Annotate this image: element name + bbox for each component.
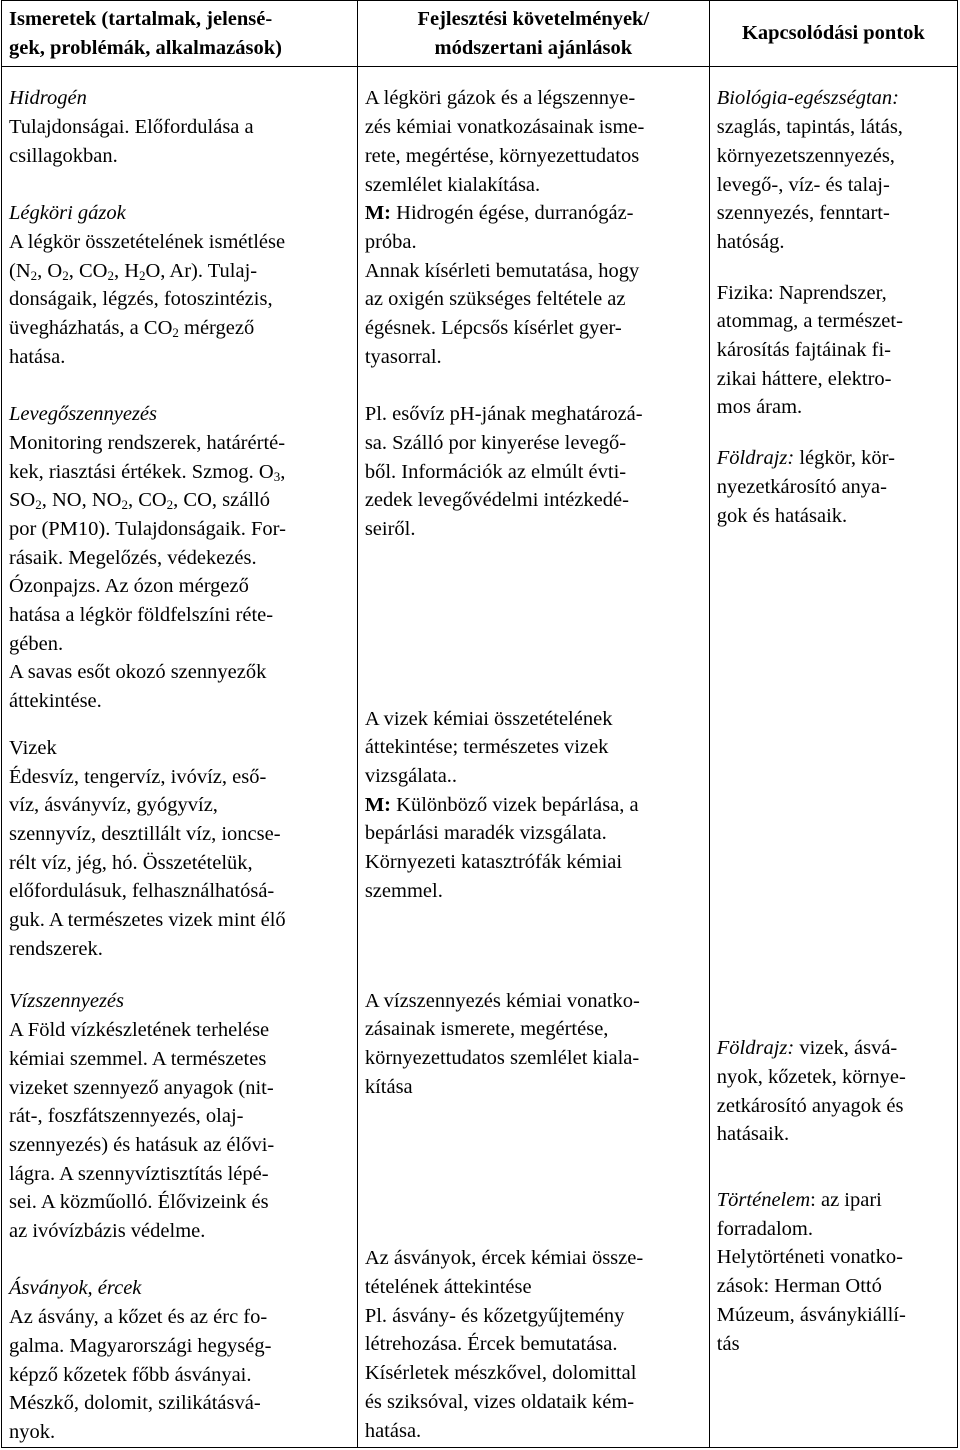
text-line: szennyezés) és hatásuk az élővi- <box>9 1133 275 1156</box>
text-line: hatásaik. <box>716 1123 790 1146</box>
text-line: M: Különböző vizek bepárlása, a <box>364 793 639 816</box>
text-line: környezettudatos szemlélet kiala- <box>364 1046 640 1069</box>
text-line: Édesvíz, tengervíz, ivóvíz, eső- <box>9 765 267 788</box>
text-line: vizeket szennyező anyagok (nit- <box>9 1076 274 1099</box>
text-line: Pl. ásvány- és kőzetgyűjtemény <box>364 1304 625 1327</box>
section-title-water-pollution: Vízszennyezés <box>9 990 125 1013</box>
text-line: létrehozása. Ércek bemutatása. <box>364 1333 618 1356</box>
text-line: A légkör összetételének ismétlése <box>9 230 286 253</box>
text-line: sei. A közműolló. Élővizeink és <box>9 1191 269 1214</box>
text-line: A légköri gázok és a légszennye- <box>364 87 636 110</box>
text-line: mos áram. <box>716 396 803 419</box>
text-line: kek, riasztási értékek. Szmog. $O_3$, <box>9 460 286 484</box>
text-line: égésnek. Lépcsős kísérlet gyer- <box>364 317 622 340</box>
text-line: por (PM10). Tulajdonságaik. For- <box>9 517 286 540</box>
text-line: hatása a légkör földfelszíni réte- <box>9 604 274 627</box>
text-line: guk. A természetes vizek mint élő <box>9 909 286 932</box>
text-line: hatása. <box>9 345 66 368</box>
text-line: M: Hidrogén égése, durranógáz- <box>364 202 634 225</box>
section-title-hydrogen: Hidrogén <box>9 87 87 110</box>
text-line: Fizika: Naprendszer, <box>716 281 887 304</box>
text-line: Környezeti katasztrófák kémiai <box>364 851 623 874</box>
text-line: galma. Magyarországi hegység- <box>9 1334 272 1357</box>
curriculum-table <box>1 0 958 1448</box>
text-line: áttekintése. <box>9 690 102 713</box>
text-line: szennyezés, fenntart- <box>716 202 890 225</box>
text-line: Az ásvány, a kőzet és az érc fo- <box>9 1306 268 1329</box>
text-line: az ivóvízbázis védelme. <box>9 1220 206 1243</box>
text-line: ($N_2$, $O_2$, $CO_2$, $H_2O$, Ar). Tulaj- <box>9 259 258 283</box>
header-row <box>2 1 958 67</box>
text-line: próba. <box>364 230 417 253</box>
subject-label-geography: Földrajz: <box>716 447 795 470</box>
text-line: kémiai szemmel. A természetes <box>9 1047 267 1070</box>
text-line: bepárlási maradék vizsgálata. <box>364 822 607 845</box>
text-line: gében. <box>9 632 64 655</box>
text-line: tyasorral. <box>364 345 442 368</box>
text-line: Tulajdonságai. Előfordulása a <box>9 116 254 139</box>
header-connections <box>709 1 957 67</box>
text-line: károsítás fajtáinak fi- <box>716 339 891 362</box>
text-line: szemmel. <box>364 879 443 902</box>
text-line: nyok, kőzetek, környe- <box>716 1065 906 1088</box>
header-line: Fejlesztési követelmények/ <box>417 8 650 30</box>
col-requirements <box>357 67 709 1447</box>
text-line: szaglás, tapintás, látás, <box>716 116 903 139</box>
text-line: zások: Herman Ottó <box>716 1275 882 1298</box>
subject-label-history: Történelem <box>716 1189 811 1212</box>
text-line: A savas esőt okozó szennyezők <box>9 661 267 684</box>
text-line: Helytörténeti vonatko- <box>716 1246 903 1269</box>
col-knowledge <box>2 67 358 1447</box>
text-line: zedek levegővédelmi intézkedé- <box>364 489 629 512</box>
m-label: M: <box>364 793 392 816</box>
section-title-waters: Vizek <box>9 736 57 759</box>
section-title-minerals: Ásványok, ércek <box>9 1277 142 1300</box>
text-line: zásainak ismerete, megértése, <box>364 1018 609 1041</box>
text-line: vizsgálata.. <box>364 765 458 788</box>
text-line: donságaik, légzés, fotoszintézis, <box>9 288 273 311</box>
text-line: A vízszennyezés kémiai vonatko- <box>364 989 640 1012</box>
text-line: és sziksóval, vizes oldataik kém- <box>364 1390 635 1413</box>
text-line: hatása. <box>364 1419 422 1442</box>
text-line: képző kőzetek főbb ásványai. <box>9 1363 252 1386</box>
text-line: Mészkő, dolomit, szilikátásvá- <box>9 1392 261 1415</box>
text-line: $SO_2$, NO, $NO_2$, $CO_2$, CO, szálló <box>9 489 270 513</box>
text-line: tételének áttekintése <box>364 1276 532 1299</box>
text-line: Történelem: az ipari <box>716 1189 882 1212</box>
text-line: csillagokban. <box>9 144 118 167</box>
text-line: kítása <box>364 1075 413 1098</box>
text-line: levegő-, víz- és talaj- <box>716 173 890 196</box>
text-line: lágra. A szennyvíztisztítás lépé- <box>9 1162 269 1185</box>
text-line: áttekintése; természetes vizek <box>364 736 609 759</box>
text-line: szennyvíz, desztillált víz, ioncse- <box>9 822 281 845</box>
text-line: rélt víz, jég, hó. Összetételük, <box>9 851 253 874</box>
text-line: víz, ásványvíz, gyógyvíz, <box>9 794 218 817</box>
text-line: az oxigén szükséges feltétele az <box>364 288 626 311</box>
text-line: Ózonpajzs. Az ózon mérgező <box>9 575 249 598</box>
text-line: nyok. <box>9 1421 56 1443</box>
m-label: M: <box>364 202 392 225</box>
col-connections <box>709 67 957 1447</box>
subject-label-geography: Földrajz: <box>716 1037 795 1060</box>
text-line: üvegházhatás, a $CO_2$ mérgező <box>9 317 255 341</box>
text-line: környezetszennyezés, <box>716 144 895 167</box>
text-line: sa. Szálló por kinyerése levegő- <box>364 431 627 454</box>
text-line: A vizek kémiai összetételének <box>364 707 613 730</box>
text-line: zés kémiai vonatkozásainak isme- <box>364 116 645 139</box>
text-line: nyezetkárosító anya- <box>716 475 887 498</box>
text-line: atommag, a természet- <box>716 310 903 333</box>
header-line: módszertani ajánlások <box>434 36 633 59</box>
text-line: Pl. esővíz pH-jának meghatározá- <box>364 403 643 426</box>
text-line: Földrajz: légkör, kör- <box>716 447 895 470</box>
content-row-1 <box>2 67 958 1447</box>
text-line: Az ásványok, ércek kémiai össze- <box>364 1247 644 1270</box>
text-line: ből. Információk az elmúlt évti- <box>364 460 627 483</box>
text-line: seiről. <box>364 517 416 540</box>
text-line: szemlélet kialakítása. <box>364 173 541 196</box>
text-line: forradalom. <box>716 1217 813 1240</box>
subject-label-biology: Biológia-egészségtan: <box>716 87 899 110</box>
section-title-atmospheric-gases: Légköri gázok <box>9 202 126 225</box>
header-line: gek, problémák, alkalmazások) <box>9 36 282 59</box>
text-line: rete, megértése, környezettudatos <box>364 144 640 167</box>
text-line: Kísérletek mészkővel, dolomittal <box>364 1362 637 1385</box>
text-line: gok és hatásaik. <box>716 504 848 527</box>
section-title-air-pollution: Levegőszennyezés <box>9 403 158 426</box>
text-line: rendszerek. <box>9 937 103 960</box>
text-line: rát-, foszfátszennyezés, olaj- <box>9 1105 244 1128</box>
header-knowledge <box>2 1 358 67</box>
header-line: Ismeretek (tartalmak, jelensé- <box>9 8 273 30</box>
text-line: tás <box>716 1332 740 1355</box>
text-line: Annak kísérleti bemutatása, hogy <box>364 259 640 282</box>
header-requirements <box>357 1 709 67</box>
text-line: zikai háttere, elektro- <box>716 367 892 390</box>
text-line: Múzeum, ásványkiállí- <box>716 1303 906 1326</box>
text-line: előfordulásuk, felhasználhatósá- <box>9 880 275 903</box>
text-line: Földrajz: vizek, ásvá- <box>716 1037 898 1060</box>
text-line: hatóság. <box>716 230 785 253</box>
text-line: zetkárosító anyagok és <box>716 1094 904 1117</box>
header-line: Kapcsolódási pontok <box>741 22 925 45</box>
text-line: rásaik. Megelőzés, védekezés. <box>9 546 257 569</box>
text-line: A Föld vízkészletének terhelése <box>9 1019 270 1042</box>
text-line: Monitoring rendszerek, határérté- <box>9 431 286 454</box>
